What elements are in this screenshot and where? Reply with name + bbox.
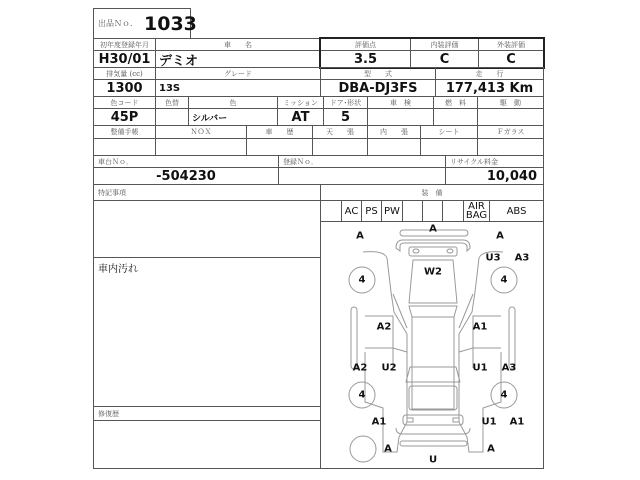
nox-label: ＮＯＸ bbox=[155, 125, 247, 139]
damage-mark: A2 bbox=[352, 362, 368, 374]
lot-number-box bbox=[93, 8, 197, 39]
grade: 13S bbox=[155, 79, 321, 97]
displacement-label: 排気量 (cc) bbox=[93, 67, 156, 80]
car-outline bbox=[321, 222, 543, 468]
equipment-slot bbox=[320, 200, 342, 222]
manual-label: 整備手帳 bbox=[93, 125, 156, 139]
color-code: 45P bbox=[93, 108, 156, 126]
car-name-label: 車 名 bbox=[155, 38, 321, 51]
score-label: 評価点 bbox=[320, 38, 411, 51]
doors-label: ドア･形状 bbox=[323, 96, 368, 109]
equipment-slot bbox=[442, 200, 464, 222]
color: シルバー bbox=[188, 108, 278, 126]
damage-mark: U bbox=[428, 454, 438, 466]
doors: 5 bbox=[323, 108, 368, 126]
score-value: 3.5 bbox=[320, 50, 411, 68]
equipment-ps: PS bbox=[361, 200, 382, 222]
equipment-abs: ABS bbox=[489, 200, 544, 222]
damage-mark: U1 bbox=[481, 416, 497, 428]
tire-depth: 4 bbox=[358, 389, 366, 401]
damage-mark: A bbox=[384, 443, 392, 455]
ceiling-label: 天 張 bbox=[312, 125, 368, 139]
chassis-number: -504230 bbox=[93, 167, 279, 185]
equipment-airbag: AIR BAG bbox=[463, 200, 490, 222]
equipment-slot bbox=[402, 200, 423, 222]
registration-label: 登録Ｎｏ． bbox=[278, 155, 446, 168]
drive bbox=[477, 108, 544, 126]
color-label: 色 bbox=[188, 96, 278, 109]
lot-label: 出品Ｎｏ． bbox=[98, 19, 138, 28]
year-label: 初年度登録年月 bbox=[93, 38, 156, 51]
damage-mark: U2 bbox=[381, 362, 397, 374]
transmission: AT bbox=[277, 108, 324, 126]
damage-mark: A3 bbox=[501, 362, 517, 374]
damage-mark: U3 bbox=[485, 252, 501, 264]
inspection bbox=[367, 108, 434, 126]
color-code-label: 色コード bbox=[93, 96, 156, 109]
transmission-label: ミッション bbox=[277, 96, 324, 109]
equipment-ac: AC bbox=[341, 200, 362, 222]
glass-label: Ｆガラス bbox=[477, 125, 544, 139]
interior-label: 内装評価 bbox=[410, 38, 479, 51]
lot-number: 1033 bbox=[144, 12, 197, 35]
mileage: 177,413 Km bbox=[435, 79, 544, 97]
repair-history-area bbox=[93, 420, 321, 469]
exterior-value: C bbox=[478, 50, 544, 68]
damage-diagram bbox=[320, 221, 544, 469]
displacement: 1300 bbox=[93, 79, 156, 97]
interior-trim-label: 内 張 bbox=[367, 125, 421, 139]
mileage-label: 走 行 bbox=[435, 67, 544, 80]
repair-history-label: 修復歴 bbox=[93, 406, 321, 421]
manual-cell bbox=[93, 138, 156, 156]
equipment-label: 装 備 bbox=[320, 184, 544, 201]
inspection-label: 車 検 bbox=[367, 96, 434, 109]
notes-area bbox=[93, 200, 321, 258]
fuel-label: 燃 料 bbox=[433, 96, 478, 109]
seat-label: シート bbox=[420, 125, 478, 139]
damage-mark: A bbox=[496, 230, 504, 242]
chassis-label: 車台Ｎｏ． bbox=[93, 155, 279, 168]
color-change bbox=[155, 108, 189, 126]
nox-cell bbox=[155, 138, 247, 156]
damage-mark: A bbox=[487, 443, 495, 455]
interior-value: C bbox=[410, 50, 479, 68]
history-label: 車 歴 bbox=[246, 125, 313, 139]
car-name: デミオ bbox=[155, 50, 321, 68]
damage-mark: A1 bbox=[509, 416, 525, 428]
damage-mark: W2 bbox=[424, 266, 442, 278]
damage-mark: A1 bbox=[472, 321, 488, 333]
glass-cell bbox=[477, 138, 544, 156]
damage-mark: A3 bbox=[514, 252, 530, 264]
recycle-label: リサイクル料金 bbox=[445, 155, 544, 168]
history-cell bbox=[246, 138, 313, 156]
color-change-label: 色替 bbox=[155, 96, 189, 109]
damage-mark: U1 bbox=[472, 362, 488, 374]
model-label: 型 式 bbox=[320, 67, 436, 80]
damage-mark: A bbox=[356, 230, 364, 242]
model-code: DBA-DJ3FS bbox=[320, 79, 436, 97]
tire-depth: 4 bbox=[500, 274, 508, 286]
damage-mark: A bbox=[429, 223, 437, 235]
ceiling-cell bbox=[312, 138, 368, 156]
grade-label: グレード bbox=[155, 67, 321, 80]
tire-depth: 4 bbox=[358, 274, 366, 286]
equipment-pw: PW bbox=[381, 200, 403, 222]
damage-mark: A2 bbox=[376, 321, 392, 333]
equipment-slot bbox=[422, 200, 443, 222]
registration-number bbox=[278, 167, 446, 185]
first-registration: H30/01 bbox=[93, 50, 156, 68]
seat-cell bbox=[420, 138, 478, 156]
exterior-label: 外装評価 bbox=[478, 38, 544, 51]
interior-trim-cell bbox=[367, 138, 421, 156]
drive-label: 駆 動 bbox=[477, 96, 544, 109]
damage-mark: A1 bbox=[371, 416, 387, 428]
notes-label: 特記事項 bbox=[93, 184, 321, 201]
recycle-fee: 10,040 bbox=[445, 167, 544, 185]
fuel bbox=[433, 108, 478, 126]
tire-depth: 4 bbox=[500, 389, 508, 401]
notes-text: 車内汚れ bbox=[93, 257, 321, 407]
